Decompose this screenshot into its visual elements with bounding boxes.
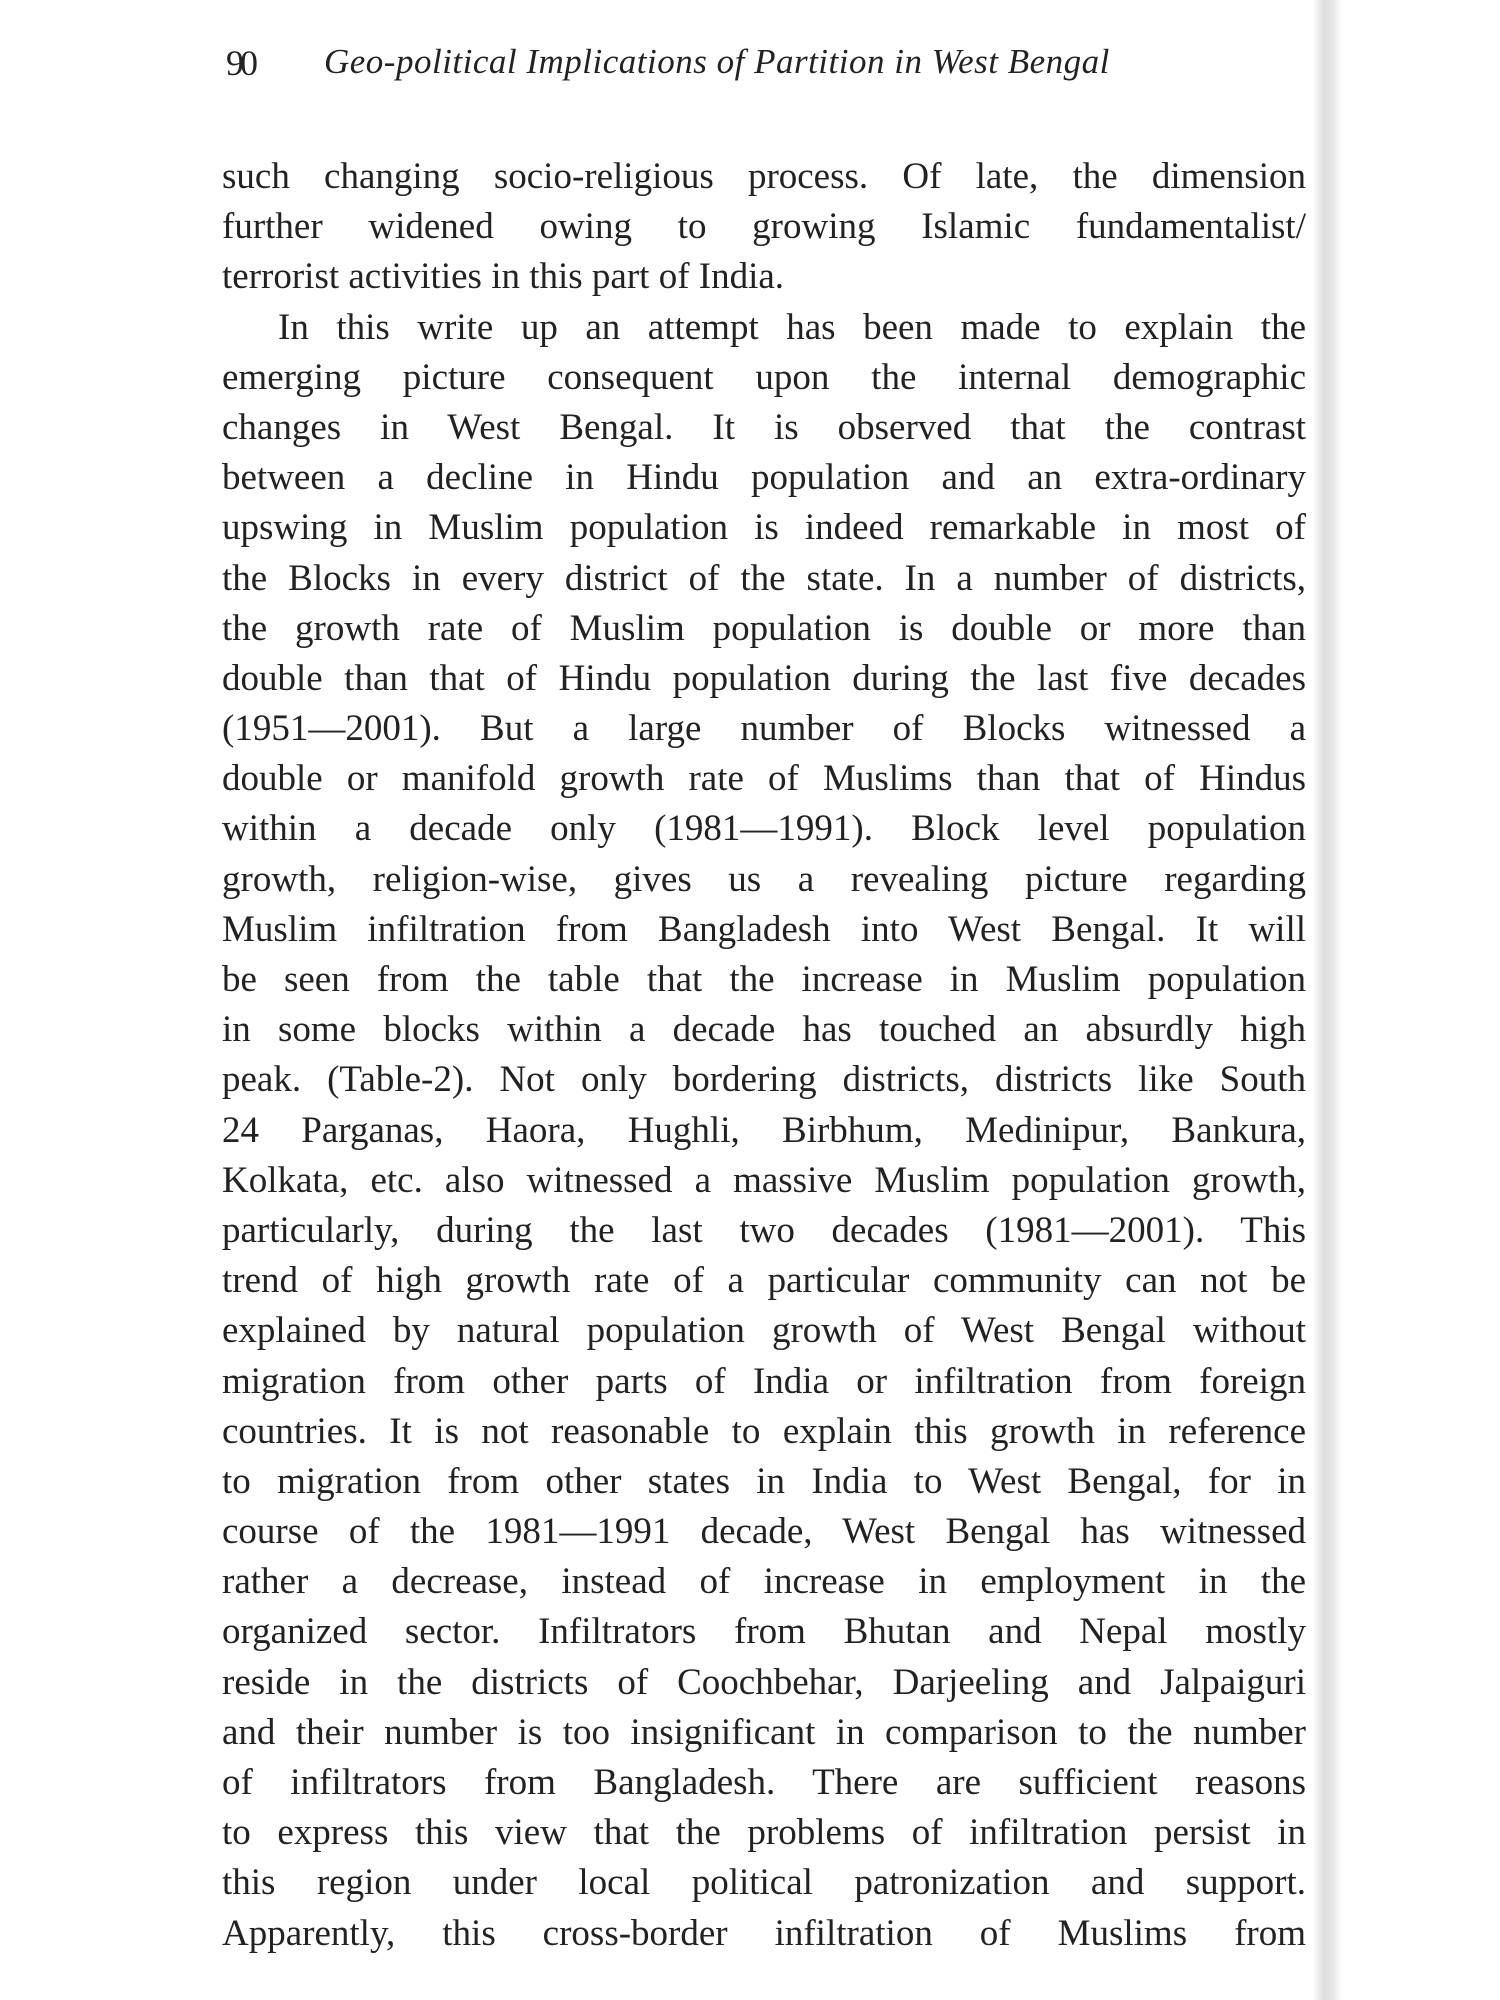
running-title: Geo-political Implications of Partition in West Bengal bbox=[324, 42, 1110, 81]
text-line: rather a decrease, instead of increase in employment in the bbox=[222, 1561, 1306, 1603]
page-number: 90 bbox=[226, 43, 254, 83]
text-line: double or manifold growth rate of Muslims than that of Hindus bbox=[222, 758, 1306, 800]
text-line: emerging picture consequent upon the internal demographic bbox=[222, 356, 1306, 398]
text-line: between a decline in Hindu population and an extra-ordinary bbox=[222, 457, 1306, 499]
text-line: (1951—2001). But a large number of Blocks witnessed a bbox=[222, 708, 1306, 750]
text-line: particularly, during the last two decades (1981—2001). This bbox=[222, 1209, 1306, 1251]
text-line: reside in the districts of Coochbehar, Darjeeling and Jalpaiguri bbox=[222, 1661, 1306, 1703]
text-line: such changing socio-religious process. Of late, the dimension bbox=[222, 156, 1306, 197]
text-line: this region under local political patronization and support. bbox=[222, 1862, 1306, 1904]
text-line: changes in West Bengal. It is observed that the contrast bbox=[222, 406, 1306, 448]
text-line: to migration from other states in India to West Bengal, for in bbox=[222, 1460, 1306, 1502]
text-line: Muslim infiltration from Bangladesh into West Bengal. It will bbox=[222, 908, 1306, 950]
text-line: the growth rate of Muslim population is double or more than bbox=[222, 607, 1306, 649]
text-line: be seen from the table that the increase in Muslim population bbox=[222, 959, 1306, 1000]
text-line: in some blocks within a decade has touched an absurdly high bbox=[222, 1009, 1306, 1051]
text-line: within a decade only (1981—1991). Block level population bbox=[222, 808, 1306, 850]
text-line: to express this view that the problems of infiltration persist in bbox=[222, 1812, 1306, 1854]
text-line: organized sector. Infiltrators from Bhutan and Nepal mostly bbox=[222, 1611, 1306, 1653]
text-line: upswing in Muslim population is indeed remarkable in most of bbox=[222, 507, 1306, 549]
text-line: peak. (Table-2). Not only bordering districts, districts like South bbox=[222, 1059, 1306, 1101]
text-line: course of the 1981—1991 decade, West Bengal has witnessed bbox=[222, 1511, 1306, 1553]
text-line: Kolkata, etc. also witnessed a massive Muslim population growth, bbox=[222, 1159, 1306, 1201]
text-line: the Blocks in every district of the state. In a number of districts, bbox=[222, 557, 1306, 599]
text-line: terrorist activities in this part of India. bbox=[222, 256, 785, 298]
text-line: countries. It is not reasonable to explain this growth in reference bbox=[222, 1410, 1306, 1452]
text-line: double than that of Hindu population during the last five decades bbox=[222, 657, 1306, 699]
text-line: migration from other parts of India or infiltration from foreign bbox=[222, 1360, 1306, 1402]
text-line: growth, religion-wise, gives us a revealing picture regarding bbox=[222, 858, 1306, 900]
text-line: explained by natural population growth of West Bengal without bbox=[222, 1310, 1306, 1352]
body-text bbox=[222, 152, 1306, 1959]
text-line: of infiltrators from Bangladesh. There are sufficient reasons bbox=[222, 1762, 1306, 1803]
text-line: In this write up an attempt has been made to explain the bbox=[278, 306, 1306, 348]
page-edge-shadow bbox=[1312, 0, 1342, 2000]
running-header bbox=[226, 42, 1316, 92]
text-line: trend of high growth rate of a particular community can not be bbox=[222, 1260, 1306, 1302]
text-line: further widened owing to growing Islamic fundamentalist/ bbox=[222, 206, 1306, 248]
text-line: and their number is too insignificant in comparison to the number bbox=[222, 1711, 1306, 1753]
text-line: 24 Parganas, Haora, Hughli, Birbhum, Medinipur, Bankura, bbox=[222, 1109, 1306, 1151]
text-line: Apparently, this cross-border infiltration of Muslims from bbox=[222, 1912, 1306, 1954]
